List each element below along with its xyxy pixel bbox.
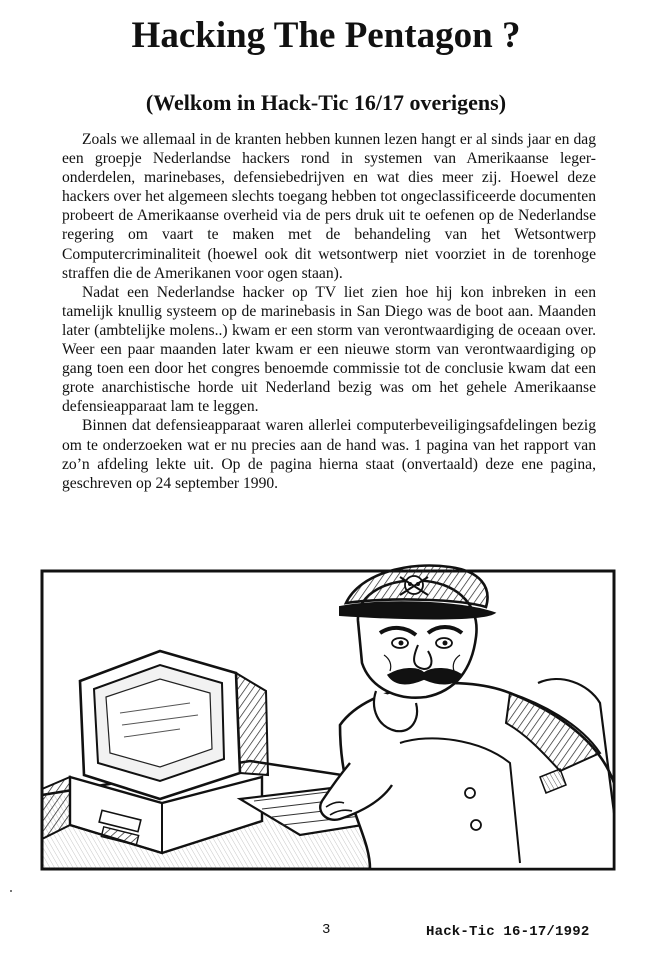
page-number: 3 (322, 922, 331, 938)
page-subtitle: (Welkom in Hack-Tic 16/17 overigens) (145, 90, 507, 115)
article-paragraph: Zoals we allemaal in de kranten hebben kunnen lezen hangt er al sinds jaar en dag een groepje Nederlandse hackers rond in systemen van Amerikaanse leger-onderdelen, marinebases, defensiebedrijven en wat dies meer zij. Hoewel deze hackers over het algemeen slechts toegang hebben tot ongeclassificeerde documenten probeert de Amerikaanse overheid via de pers druk uit te oefenen op de Nederlandse regering om vaart te maken met de behandeling van het Wetsontwerp Computercriminaliteit (hoewel ook dit wetsontwerp niet voorziet in de torenhoge straffen die de Amerikanen voor ogen staan). (62, 131, 596, 282)
article-body (62, 130, 596, 493)
cartoon-illustration (40, 563, 618, 876)
page-title: Hacking The Pentagon ? (131, 15, 521, 56)
scan-speck (10, 890, 12, 892)
article-paragraph: Binnen dat defensieapparaat waren allerlei computerbeveiligingsafdelingen bezig om te onderzoeken wat er nu precies aan de hand was. 1 pagina van het rapport van zo’n afdeling lekte uit. Op de pagina hierna staat (onvertaald) deze ene pagina, geschreven op 24 september 1990. (62, 417, 596, 492)
article-paragraph: Nadat een Nederlandse hacker op TV liet zien hoe hij kon inbreken in een tamelijk knullig systeem op de marinebasis in San Diego was de boot aan. Maanden later (ambtelijke molens..) kwam er een storm van verontwaardiging de oceaan over. Weer een paar maanden later kwam er een nieuwe storm van verontwaardiging op gang toen een door het congres benoemde commissie tot de conclusie kwam dat een grote anarchistische horde uit Nederland bezig was om het gehele Amerikaanse defensieapparaat lam te leggen. (62, 283, 596, 416)
issue-label: Hack-Tic 16-17/1992 (426, 924, 590, 940)
